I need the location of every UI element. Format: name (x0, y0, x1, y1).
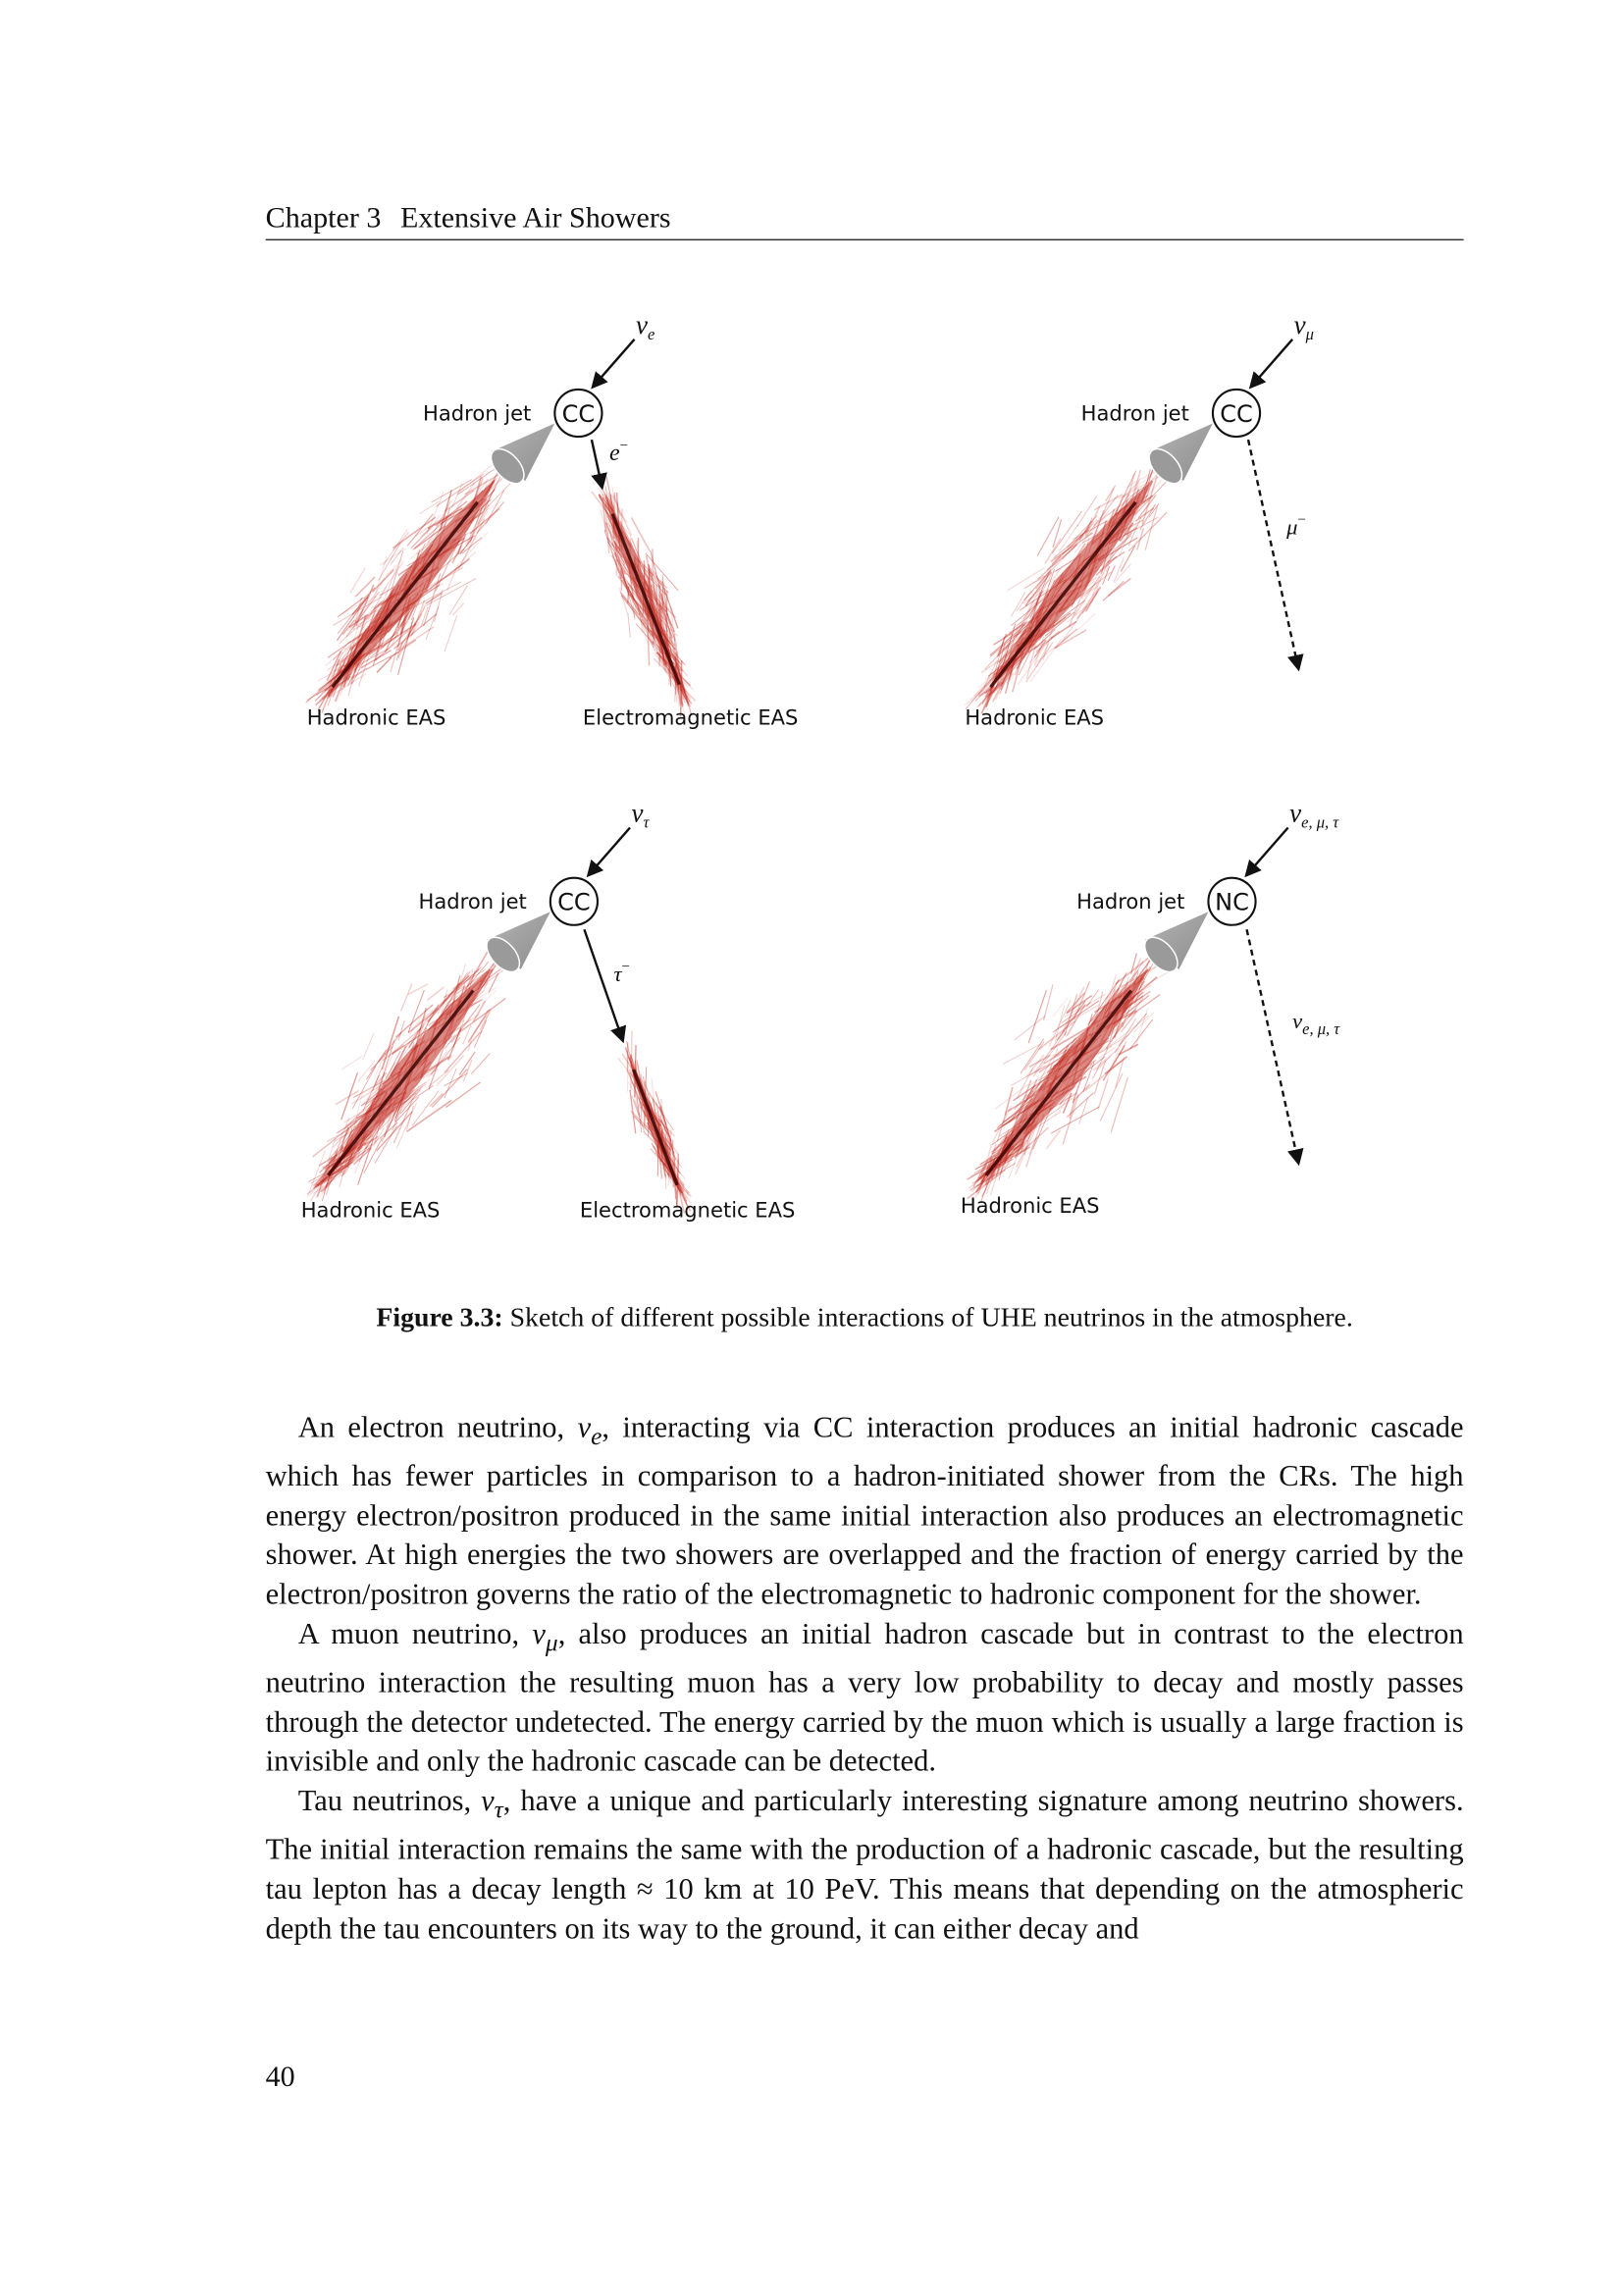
hadronic-eas-label: Hadronic EAS (961, 1193, 1100, 1218)
math-subscript: μ (546, 1629, 558, 1657)
shower-track (482, 990, 497, 1004)
outgoing-lepton-arrow-icon (1248, 440, 1298, 668)
math-subscript: e (591, 1423, 602, 1451)
shower-track (1079, 1097, 1088, 1123)
shower (307, 952, 512, 1201)
shower (965, 458, 1174, 713)
shower-track (1077, 496, 1097, 526)
neutrino-subscript: e, μ, τ (1301, 813, 1339, 832)
lepton-charge: − (622, 959, 630, 974)
shower-track (1037, 517, 1059, 556)
math-symbol: ν (532, 1618, 546, 1650)
shower (618, 1031, 691, 1214)
hadron-jet-label: Hadron jet (423, 401, 531, 426)
interaction-type-label: CC (1220, 400, 1253, 428)
chapter-number: Chapter 3 (266, 202, 382, 235)
outgoing-lepton-arrow-icon (592, 440, 602, 487)
figure-caption (266, 1304, 1464, 1335)
paragraph-muon-neutrino (266, 1615, 1464, 1782)
interaction-panel-2 (965, 310, 1314, 729)
hadron-jet-label: Hadron jet (1081, 401, 1189, 426)
shower (592, 476, 696, 716)
shower-track (628, 613, 630, 637)
shower-core (991, 502, 1136, 687)
shower-track (1111, 1077, 1127, 1132)
shower-track (1098, 1079, 1108, 1109)
incoming-neutrino-arrow-icon (1247, 828, 1288, 875)
outgoing-lepton-label (613, 959, 630, 986)
incoming-neutrino-label (1289, 799, 1339, 832)
neutrino-subscript: e (648, 325, 654, 343)
lepton-symbol: e (609, 441, 620, 466)
shower-track (412, 1090, 439, 1125)
hadronic-eas-label: Hadronic EAS (307, 704, 446, 729)
shower-track (1053, 998, 1068, 1017)
shower-track (641, 1101, 642, 1121)
lepton-symbol: μ (1285, 514, 1297, 539)
shower-track (401, 983, 412, 1011)
shower-track (471, 1054, 490, 1074)
lepton-charge: − (1297, 512, 1305, 528)
shower-core (986, 991, 1131, 1175)
lepton-symbol: τ (613, 962, 622, 986)
shower-track (426, 606, 439, 640)
outgoing-lepton-arrow-icon (1247, 929, 1299, 1163)
electromagnetic-eas-label: Electromagnetic EAS (580, 1197, 795, 1222)
interaction-panel-3 (301, 799, 796, 1223)
lepton-subscript: e, μ, τ (1302, 1019, 1340, 1038)
text: , also produces an initial hadron cascade but in contrast to the electron neutrino interaction the resulting muon has a very low probability to decay and mostly passes through the detector undetected. The energy carried by the muon which is usually a large fraction is invisible and only the hadronic cascade can be detected. (266, 1618, 1464, 1778)
interaction-panel-1 (306, 310, 799, 729)
text: An electron neutrino, (298, 1412, 578, 1444)
neutrino-subscript: μ (1305, 325, 1314, 343)
neutrino-subscript: τ (644, 813, 651, 832)
text: , interacting via CC interaction produces an initial hadronic cascade which has fewer particles in comparison to a hadron-initiated shower from the CRs. The high energy electron/positron produced in the same initial interaction also produces an electromagnetic shower. At high energies the two showers are overlapped and the fraction of energy carried by the electron/positron governs the ratio of the electromagnetic to hadronic component for the shower. (266, 1412, 1464, 1611)
incoming-neutrino-arrow-icon (1251, 339, 1292, 387)
shower-track (453, 603, 464, 615)
incoming-neutrino-label (1294, 310, 1314, 343)
paragraph-electron-neutrino (266, 1409, 1464, 1616)
shower-track (1015, 1016, 1046, 1040)
caption-text: Sketch of different possible interactions of UHE neutrinos in the atmosphere. (503, 1304, 1353, 1333)
caption-label: Figure 3.3: (376, 1304, 502, 1333)
incoming-neutrino-arrow-icon (593, 339, 634, 387)
incoming-neutrino-label (632, 799, 651, 832)
incoming-neutrino-label (636, 310, 654, 343)
shower-track (1137, 528, 1143, 549)
shower-track (382, 1017, 398, 1070)
shower-track (1074, 981, 1090, 1018)
outgoing-lepton-label (1285, 512, 1306, 540)
outgoing-lepton-label (609, 439, 628, 467)
shower-core (634, 1070, 677, 1185)
shower-track (363, 1033, 374, 1060)
shower-track (1011, 592, 1024, 616)
page-number: 40 (266, 2061, 295, 2096)
shower-track (383, 530, 407, 566)
shower-track (1129, 1019, 1152, 1049)
chapter-title: Extensive Air Showers (400, 202, 671, 235)
body-text (266, 1409, 1464, 1950)
interaction-type-label: CC (562, 400, 596, 428)
neutrino-interactions-figure (0, 281, 1623, 1254)
shower-track (445, 615, 457, 652)
text: , have a unique and particularly interesting signature among neutrino showers. The initial interaction remains the same with the production of a hadronic cascade, but the resulting tau lepton has a decay length ≈ 10 km at 10 PeV. This means that depending on the atmospheric depth the tau encounters on its way to the ground, it can either decay and (266, 1786, 1464, 1946)
shower (968, 950, 1173, 1202)
hadron-jet-label: Hadron jet (1076, 889, 1184, 913)
hadron-jet-label: Hadron jet (419, 889, 527, 913)
shower-track (449, 586, 468, 615)
shower-track (393, 532, 409, 550)
neutrino-symbol: ν (636, 310, 648, 339)
shower-track (462, 538, 482, 553)
electromagnetic-eas-label: Electromagnetic EAS (583, 704, 798, 729)
neutrino-symbol: ν (632, 799, 644, 828)
text: Tau neutrinos, (298, 1786, 481, 1818)
shower-track (427, 987, 444, 1001)
shower-track (407, 1100, 452, 1131)
shower-track (379, 1032, 401, 1062)
shower-track (1108, 579, 1130, 597)
outgoing-lepton-label (1292, 1009, 1340, 1038)
lepton-charge: − (620, 439, 628, 454)
shower-core (333, 502, 478, 687)
shower-track (1051, 1107, 1099, 1133)
shower-core (328, 991, 473, 1175)
math-symbol: ν (481, 1786, 495, 1818)
interaction-type-label: NC (1215, 889, 1249, 916)
text: A muon neutrino, (298, 1618, 533, 1650)
shower-track (1047, 1130, 1061, 1149)
shower-track (1097, 1056, 1111, 1070)
lepton-symbol: ν (1292, 1009, 1302, 1033)
shower (306, 464, 510, 712)
hadronic-eas-label: Hadronic EAS (301, 1197, 441, 1222)
paragraph-tau-neutrino (266, 1783, 1464, 1950)
neutrino-symbol: ν (1294, 310, 1306, 339)
hadronic-eas-label: Hadronic EAS (965, 704, 1104, 729)
shower-track (1044, 984, 1054, 1019)
incoming-neutrino-arrow-icon (589, 828, 630, 875)
running-header (266, 200, 1464, 240)
interaction-panel-4 (961, 799, 1340, 1218)
interaction-type-label: CC (557, 889, 591, 916)
shower-track (341, 1056, 362, 1070)
math-subscript: τ (495, 1796, 503, 1824)
math-symbol: ν (578, 1412, 592, 1444)
neutrino-symbol: ν (1289, 799, 1301, 828)
